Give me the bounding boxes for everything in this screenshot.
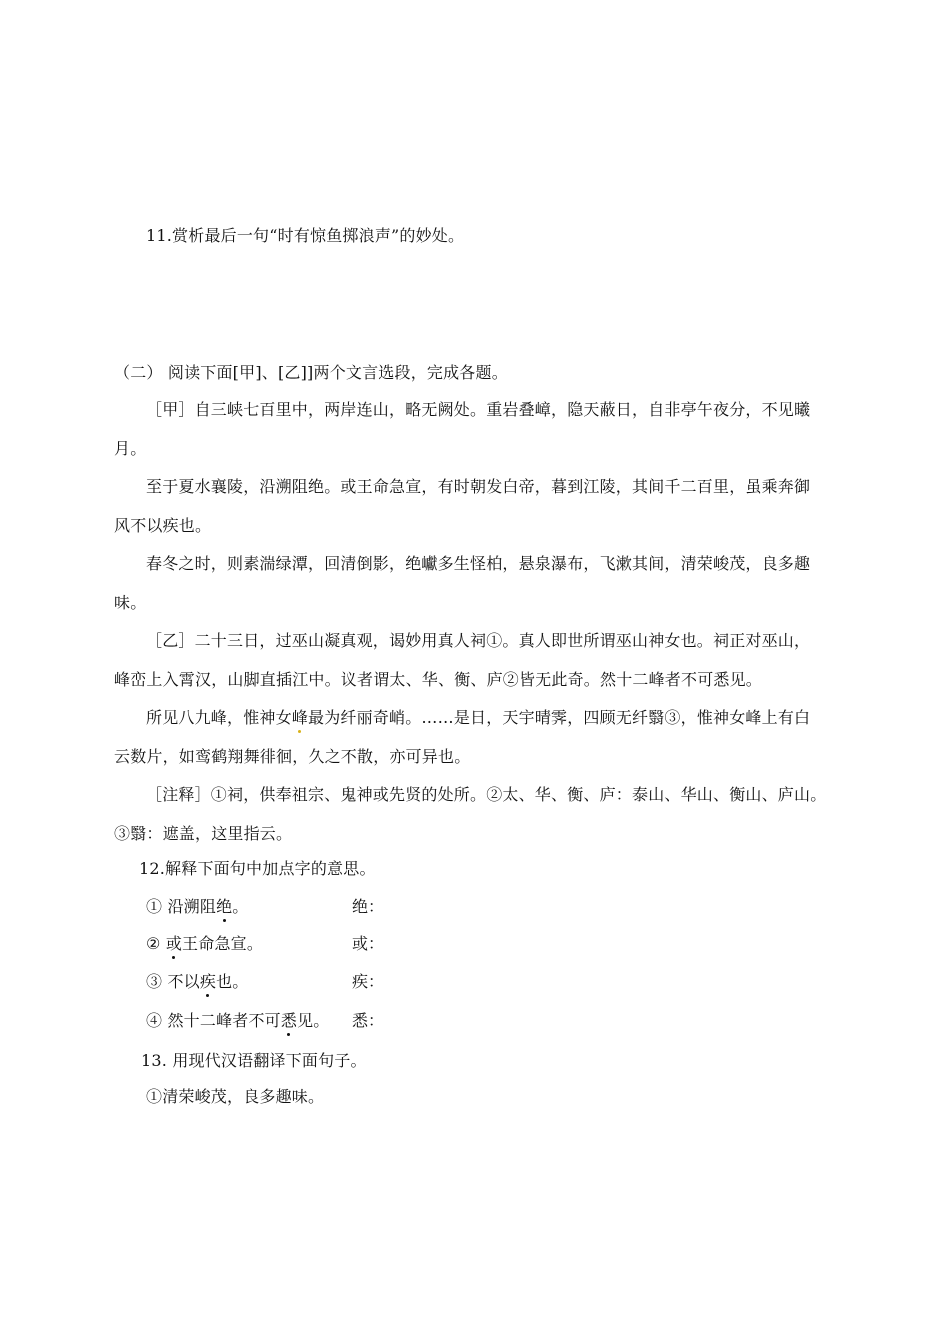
jia-p3-line2: 味。 [114,593,147,612]
yi-p2-line2: 云数片，如鸾鹤翔舞徘徊，久之不散，亦可异也。 [114,747,471,766]
jia-p2-line1: 至于夏水襄陵，沿溯阻绝。或王命急宣，有时朝发白帝，暮到江陵，其间千二百里，虽乘奔御 [146,477,811,496]
jia-p1-line1: ［甲］自三峡七百里中，两岸连山，略无阙处。重岩叠嶂，隐天蔽日，自非亭午夜分，不见曦 [146,400,811,419]
q12-answer-label-3: 疾： [352,972,385,991]
q12-answer-label-1: 绝： [352,897,385,916]
emphasis-dot-char: 绝 [216,897,233,916]
notes-line1: ［注释］①祠，供奉祖宗、鬼神或先贤的处所。②太、华、衡、庐：泰山、华山、衡山、庐山。 [146,785,827,804]
q12-item-1: ① 沿溯阻绝。 [146,897,249,916]
q12-item-4: ④ 然十二峰者不可悉见。 [146,1011,330,1030]
q12-answer-label-4: 悉： [352,1011,385,1030]
yi-p1-line2: 峰峦上入霄汉，山脚直插江中。议者谓太、华、衡、庐②皆无此奇。然十二峰者不可悉见。 [114,670,763,689]
section-two-heading: （二） 阅读下面[甲]、[乙]]两个文言选段，完成各题。 [114,363,508,382]
emphasis-dot-char: 疾 [199,972,217,991]
yi-p2-line1 [146,707,810,729]
jia-p1-line2: 月。 [114,439,147,458]
question-13-title: 13. 用现代汉语翻译下面句子。 [141,1051,367,1070]
q12-item-3: ③ 不以疾也。 [146,972,249,991]
question-12-title: 12.解释下面句中加点字的意思。 [139,859,376,878]
q12-item-2: ② 或王命急宣。 [146,934,264,953]
question-13-item-1: ①清荣峻茂，良多趣味。 [146,1087,325,1106]
yi-p2-text-b: 最为纤丽奇峭。……是日，天宇晴霁，四顾无纤翳③，惟神女峰上有白 [308,708,811,727]
emphasis-dot-char: 或 [165,934,183,953]
yi-p1-line1: ［乙］二十三日，过巫山凝真观，谒妙用真人祠①。真人即世所谓巫山神女也。祠正对巫山， [146,631,811,650]
jia-p3-line1: 春冬之时，则素湍绿潭，回清倒影，绝巘多生怪柏，悬泉瀑布，飞漱其间，清荣峻茂，良多趣 [146,554,811,573]
emphasis-dot-char: 悉 [280,1011,298,1030]
jia-p2-line2: 风不以疾也。 [114,516,212,535]
question-11: 11.赏析最后一句“时有惊鱼掷浪声”的妙处。 [146,226,465,245]
notes-line2: ③翳：遮盖，这里指云。 [114,824,293,843]
yi-p2-text-a: 所见八九峰，惟神女 [146,708,292,727]
q12-answer-label-2: 或： [352,934,385,953]
emphasis-dot-char: 峰 [291,708,309,727]
